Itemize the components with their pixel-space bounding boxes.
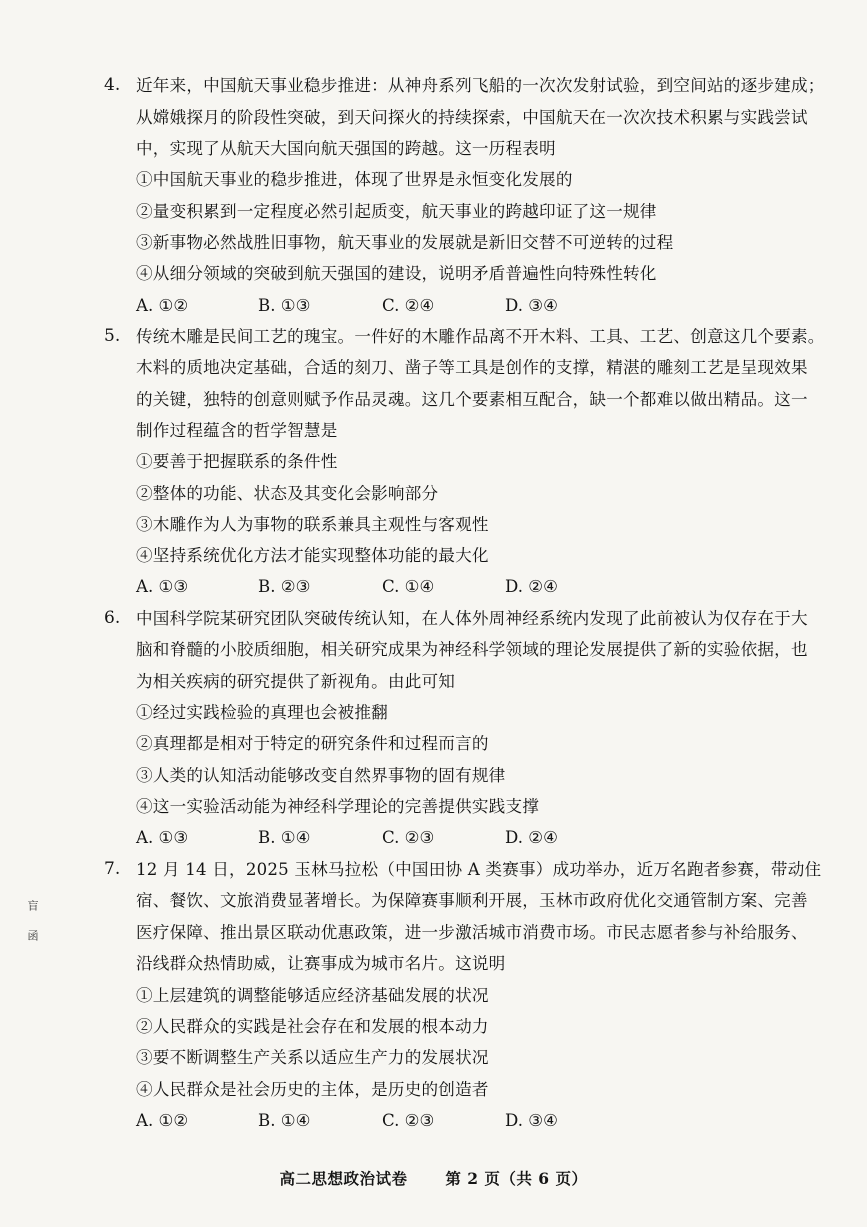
stem-line: 中国科学院某研究团队突破传统认知，在人体外周神经系统内发现了此前被认为仅存在于大 bbox=[136, 609, 808, 628]
option-d: D. ②④ bbox=[505, 828, 559, 847]
statement: ④人民群众是社会历史的主体，是历史的创造者 bbox=[136, 1080, 489, 1099]
margin-mark: 盲 bbox=[26, 900, 39, 911]
statement: ④坚持系统优化方法才能实现整体功能的最大化 bbox=[136, 546, 489, 565]
footer-subject: 高二思想政治试卷 bbox=[279, 1169, 408, 1188]
statement: ①要善于把握联系的条件性 bbox=[136, 452, 338, 471]
stem-line: 中，实现了从航天大国向航天强国的跨越。这一历程表明 bbox=[136, 139, 556, 158]
question-number: 4. bbox=[104, 75, 121, 95]
page-footer bbox=[0, 1167, 867, 1189]
stem-line: 制作过程蕴含的哲学智慧是 bbox=[136, 421, 338, 440]
option-b: B. ②③ bbox=[258, 577, 311, 596]
option-a: A. ①③ bbox=[136, 577, 189, 596]
option-b: B. ①④ bbox=[258, 1111, 311, 1130]
statement: ③要不断调整生产关系以适应生产力的发展状况 bbox=[136, 1048, 489, 1067]
question-number: 6. bbox=[104, 608, 121, 628]
stem-line: 沿线群众热情助威，让赛事成为城市名片。这说明 bbox=[136, 954, 506, 973]
stem-line: 木料的质地决定基础，合适的刻刀、凿子等工具是创作的支撑，精湛的雕刻工艺是呈现效果 bbox=[136, 358, 808, 377]
option-b: B. ①③ bbox=[258, 296, 311, 315]
stem-line: 传统木雕是民间工艺的瑰宝。一件好的木雕作品离不开木料、工具、工艺、创意这几个要素。 bbox=[136, 327, 825, 346]
option-a: A. ①② bbox=[136, 1111, 189, 1130]
stem-line: 宿、餐饮、文旅消费显著增长。为保障赛事顺利开展，玉林市政府优化交通管制方案、完善 bbox=[136, 891, 808, 910]
stem-line: 12 月 14 日，2025 玉林马拉松（中国田协 A 类赛事）成功举办，近万名跑者参赛，带动住 bbox=[136, 860, 822, 879]
statement: ③人类的认知活动能够改变自然界事物的固有规律 bbox=[136, 766, 506, 785]
margin-mark: 函 bbox=[26, 930, 39, 941]
option-a: A. ①② bbox=[136, 296, 189, 315]
option-d: D. ③④ bbox=[505, 1111, 559, 1130]
statement: ②人民群众的实践是社会存在和发展的根本动力 bbox=[136, 1017, 489, 1036]
option-c: C. ①④ bbox=[382, 577, 435, 596]
option-d: D. ③④ bbox=[505, 296, 559, 315]
statement: ③新事物必然战胜旧事物，航天事业的发展就是新旧交替不可逆转的过程 bbox=[136, 233, 674, 252]
option-d: D. ②④ bbox=[505, 577, 559, 596]
option-c: C. ②③ bbox=[382, 1111, 435, 1130]
stem-line: 为相关疾病的研究提供了新视角。由此可知 bbox=[136, 672, 456, 691]
stem-line: 医疗保障、推出景区联动优惠政策，进一步激活城市消费市场。市民志愿者参与补给服务、 bbox=[136, 923, 808, 942]
option-c: C. ②③ bbox=[382, 828, 435, 847]
statement: ②真理都是相对于特定的研究条件和过程而言的 bbox=[136, 734, 489, 753]
question-number: 5. bbox=[104, 326, 121, 346]
statement: ①经过实践检验的真理也会被推翻 bbox=[136, 703, 388, 722]
statement: ②整体的功能、状态及其变化会影响部分 bbox=[136, 484, 439, 503]
option-c: C. ②④ bbox=[382, 296, 435, 315]
stem-line: 从嫦娥探月的阶段性突破，到天问探火的持续探索，中国航天在一次次技术积累与实践尝试 bbox=[136, 108, 808, 127]
statement: ②量变积累到一定程度必然引起质变，航天事业的跨越印证了这一规律 bbox=[136, 202, 657, 221]
stem-line: 脑和脊髓的小胶质细胞，相关研究成果为神经科学领域的理论发展提供了新的实验依据，也 bbox=[136, 640, 808, 659]
footer-page-number: 第 2 页（共 6 页） bbox=[445, 1169, 588, 1188]
statement: ③木雕作为人为事物的联系兼具主观性与客观性 bbox=[136, 515, 489, 534]
question-number: 7. bbox=[104, 859, 121, 879]
statement: ①上层建筑的调整能够适应经济基础发展的状况 bbox=[136, 986, 489, 1005]
statement: ④这一实验活动能为神经科学理论的完善提供实践支撑 bbox=[136, 797, 540, 816]
stem-line: 的关键，独特的创意则赋予作品灵魂。这几个要素相互配合，缺一个都难以做出精品。这一 bbox=[136, 390, 808, 409]
option-b: B. ①④ bbox=[258, 828, 311, 847]
statement: ④从细分领域的突破到航天强国的建设，说明矛盾普遍性向特殊性转化 bbox=[136, 264, 657, 283]
option-a: A. ①③ bbox=[136, 828, 189, 847]
stem-line: 近年来，中国航天事业稳步推进：从神舟系列飞船的一次次发射试验，到空间站的逐步建成； bbox=[136, 76, 825, 95]
statement: ①中国航天事业的稳步推进，体现了世界是永恒变化发展的 bbox=[136, 170, 573, 189]
